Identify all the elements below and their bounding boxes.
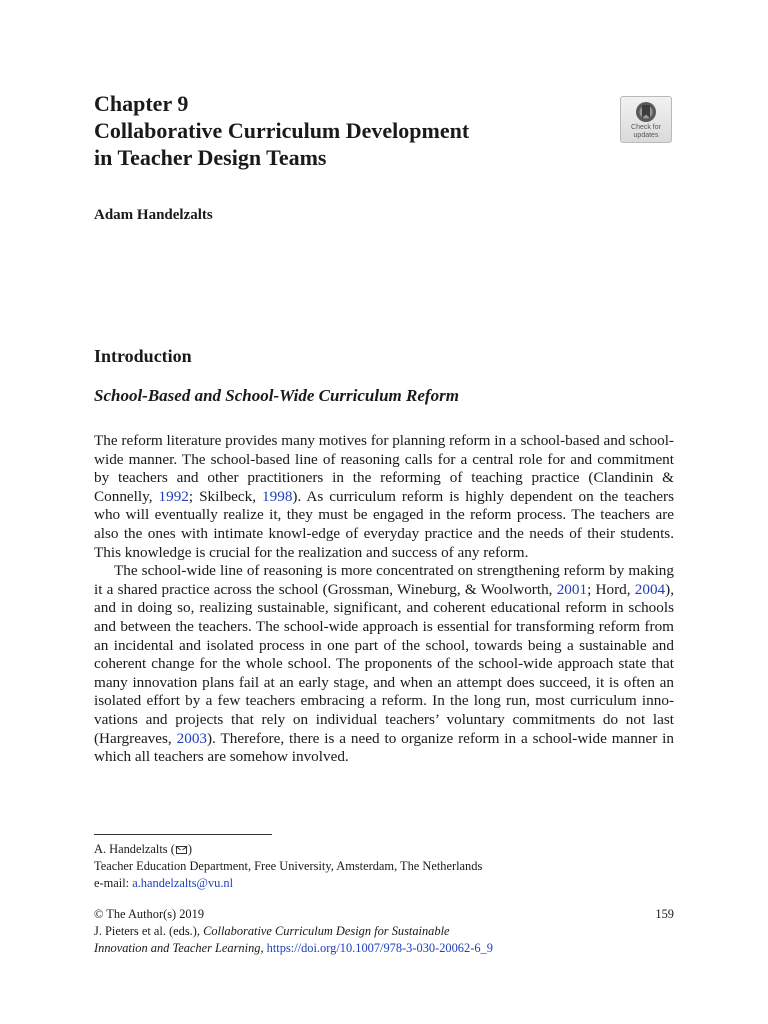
footnote-paren: ) bbox=[187, 842, 192, 856]
chapter-title-line1: Collaborative Curriculum Development bbox=[94, 118, 470, 143]
badge-label-line2: updates bbox=[633, 132, 659, 139]
paragraph-2-text: ), and in doing so, realizing sustainable, significant, and coherent educational reform in schools and between the teachers. The school-wide approach is essential for transforming reform from an incidental and isolated process in one part of the school, towards being a sustainable and coherent change for the whole school. The proponents of the school-wide approach state that many innovation plans fail at an early stage, and when an attempt does succeed, it is often an isolated effort by a few teachers embracing a reform. In the long run, most curriculum inno-vations and projects that rely on individual teachers’ voluntary commitments do not last (Hargreaves, bbox=[94, 580, 674, 747]
email-label: e-mail: bbox=[94, 876, 133, 890]
footnote-divider bbox=[94, 834, 272, 835]
paragraph-1 bbox=[94, 432, 674, 562]
chapter-title bbox=[94, 117, 594, 171]
citation-link[interactable]: 2003 bbox=[176, 729, 207, 747]
email-link[interactable]: a.handelzalts@vu.nl bbox=[132, 876, 234, 890]
paragraph-2 bbox=[94, 562, 674, 767]
citation-link[interactable]: 2004 bbox=[634, 580, 666, 598]
footnote-author: A. Handelzalts ( bbox=[94, 842, 175, 856]
chapter-number: Chapter 9 bbox=[94, 91, 189, 116]
citation-link[interactable]: 1992 bbox=[158, 487, 189, 505]
section-heading: Introduction bbox=[94, 346, 192, 366]
doi-link[interactable]: https://doi.org/10.1007/978-3-030-20062-6_9 bbox=[266, 941, 493, 955]
footnote-affiliation: Teacher Education Department, Free University, Amsterdam, The Netherlands bbox=[94, 859, 483, 873]
paragraph-1-text: ; Skilbeck, bbox=[188, 487, 263, 505]
publication-info bbox=[94, 906, 674, 957]
footnote-author-line bbox=[94, 841, 482, 858]
author-footnote bbox=[94, 841, 482, 892]
body-text bbox=[94, 432, 674, 767]
page-number: 159 bbox=[655, 907, 674, 921]
book-title: Collaborative Curriculum Design for Sustainable bbox=[203, 924, 450, 938]
copyright-line: © The Author(s) 2019 bbox=[94, 907, 205, 921]
paragraph-1-text: ). As curriculum reform is highly dependent on the teachers who will eventually realize it, they must be engaged in the reform process. The teachers are also the ones with intimate knowl-edge of everyday practice and the needs of their students. This knowledge is crucial for the realization and success of any reform. bbox=[94, 487, 675, 561]
badge-label-line1: Check for bbox=[631, 124, 661, 131]
paragraph-1-text: The reform literature provides many motives for planning reform in a school-based and school-wide manner. The school-based line of reasoning calls for a central role for and commitment by teachers and other practitioners in the reforming of teaching practice (Clandinin & Connelly, bbox=[94, 432, 674, 505]
editors: J. Pieters et al. (eds.), bbox=[94, 924, 204, 938]
separator: , bbox=[260, 941, 267, 955]
citation-line-2 bbox=[94, 940, 674, 957]
check-for-updates-badge[interactable] bbox=[620, 96, 672, 143]
paragraph-2-text: The school-wide line of reasoning is more concentrated on strengthening reform by making it a shared practice across the school (Grossman, Wineburg, & Woolworth, bbox=[94, 562, 674, 598]
subsection-heading: School-Based and School-Wide Curriculum Reform bbox=[94, 386, 459, 405]
paragraph-2-text: ). Therefore, there is a need to organize reform in a school-wide manner in which all teachers are somehow involved. bbox=[94, 729, 674, 766]
book-title-continued: Innovation and Teacher Learning bbox=[94, 941, 261, 955]
envelope-icon bbox=[176, 846, 187, 854]
chapter-title-line2: in Teacher Design Teams bbox=[94, 145, 327, 170]
citation-line-1 bbox=[94, 923, 674, 940]
citation-link[interactable]: 1998 bbox=[262, 487, 293, 505]
author-name: Adam Handelzalts bbox=[94, 207, 213, 223]
citation-link[interactable]: 2001 bbox=[556, 580, 588, 598]
paragraph-2-text: ; Hord, bbox=[587, 580, 635, 598]
footnote-email-line bbox=[94, 875, 482, 892]
bookmark-check-icon bbox=[635, 101, 657, 123]
